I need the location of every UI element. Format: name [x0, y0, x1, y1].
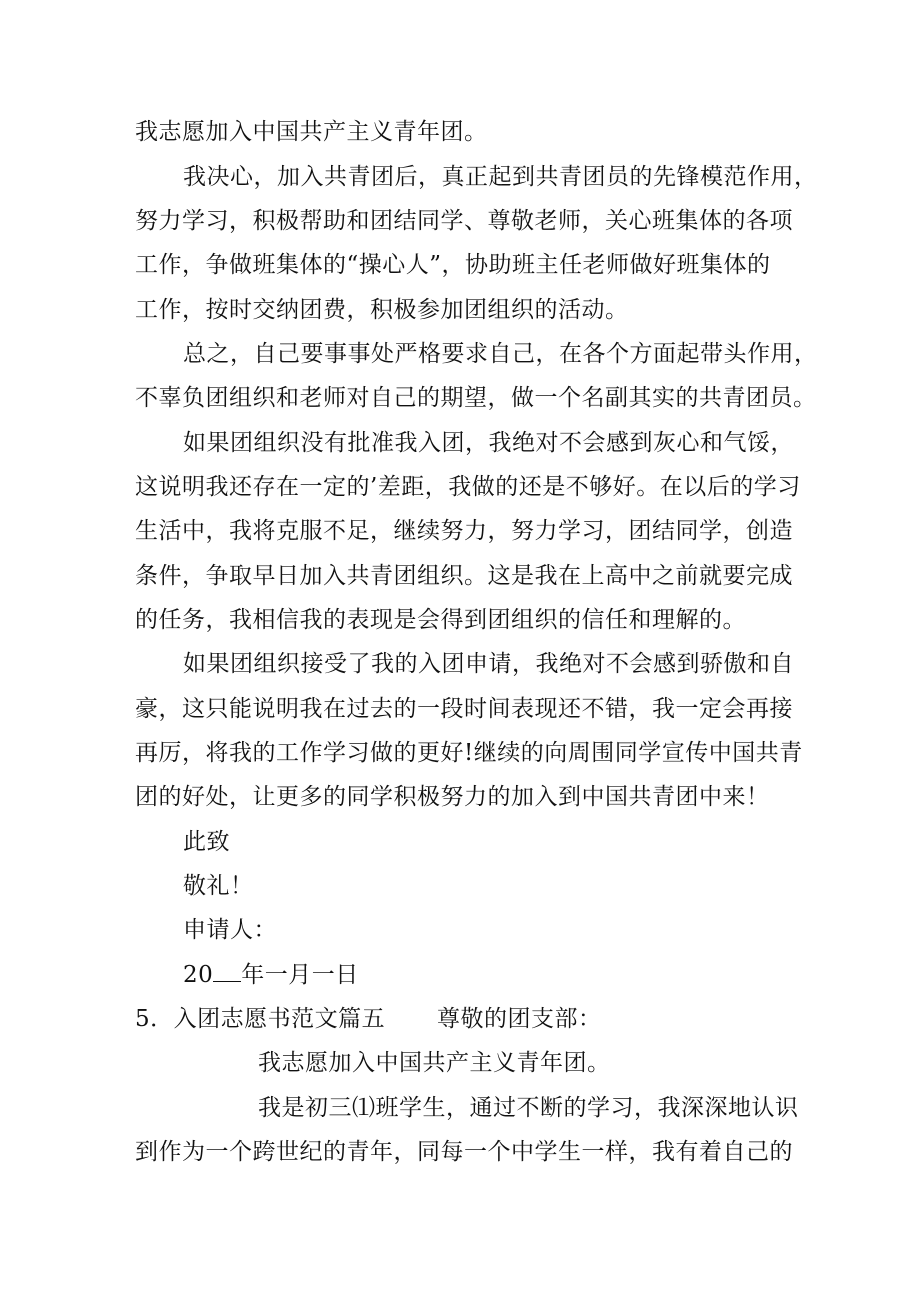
date-suffix: 年一月一日: [241, 962, 359, 988]
closing-line: 此致: [183, 829, 230, 855]
paragraph-line: 的任务，我相信我的表现是会得到团组织的信任和理解的。: [135, 607, 746, 633]
paragraph-line: 我是初三⑴班学生，通过不断的学习，我深深地认识: [258, 1095, 799, 1121]
paragraph-line: 生活中，我将克服不足，继续努力，努力学习，团结同学，创造: [135, 518, 793, 544]
salutation: 尊敬的团支部：: [437, 1006, 602, 1032]
paragraph-line: 工作，争做班集体的“操心人”，协助班主任老师做好班集体的: [135, 252, 771, 278]
paragraph-line: 不辜负团组织和老师对自己的期望，做一个名副其实的共青团员。: [135, 385, 817, 411]
paragraph-line: 这说明我还存在一定的’差距，我做的还是不够好。在以后的学习: [135, 474, 801, 500]
closing-salute: 敬礼！: [183, 873, 254, 899]
paragraph-line: 到作为一个跨世纪的青年，同每一个中学生一样，我有着自己的: [135, 1139, 793, 1165]
paragraph-line: 我决心，加入共青团后，真正起到共青团员的先锋模范作用，: [183, 164, 818, 190]
paragraph-line: 我志愿加入中国共产主义青年团。: [258, 1050, 611, 1076]
paragraph-line: 如果团组织没有批准我入团，我绝对不会感到灰心和气馁，: [183, 430, 794, 456]
date-blank: [213, 981, 241, 982]
paragraph-line: 再厉，将我的工作学习做的更好!继续的向周围同学宣传中国共青: [135, 740, 803, 766]
section-heading: 5．入团志愿书范文篇五: [135, 1006, 386, 1032]
paragraph-line: 豪，这只能说明我在过去的一段时间表现还不错，我一定会再接: [135, 696, 793, 722]
paragraph-line: 我志愿加入中国共产主义青年团。: [135, 119, 488, 145]
paragraph-line: 条件，争取早日加入共青团组织。这是我在上高中之前就要完成: [135, 563, 793, 589]
paragraph-line: 团的好处，让更多的同学积极努力的加入到中国共青团中来！: [135, 784, 770, 810]
paragraph-line: 如果团组织接受了我的入团申请，我绝对不会感到骄傲和自: [183, 651, 794, 677]
paragraph-line: 努力学习，积极帮助和团结同学、尊敬老师，关心班集体的各项: [135, 208, 793, 234]
paragraph-line: 总之，自己要事事处严格要求自己，在各个方面起带头作用，: [183, 341, 818, 367]
date-line: [183, 960, 359, 990]
paragraph-line: 工作，按时交纳团费，积极参加团组织的活动。: [135, 297, 629, 323]
applicant-label: 申请人：: [183, 917, 277, 943]
date-prefix: 20: [183, 962, 214, 988]
